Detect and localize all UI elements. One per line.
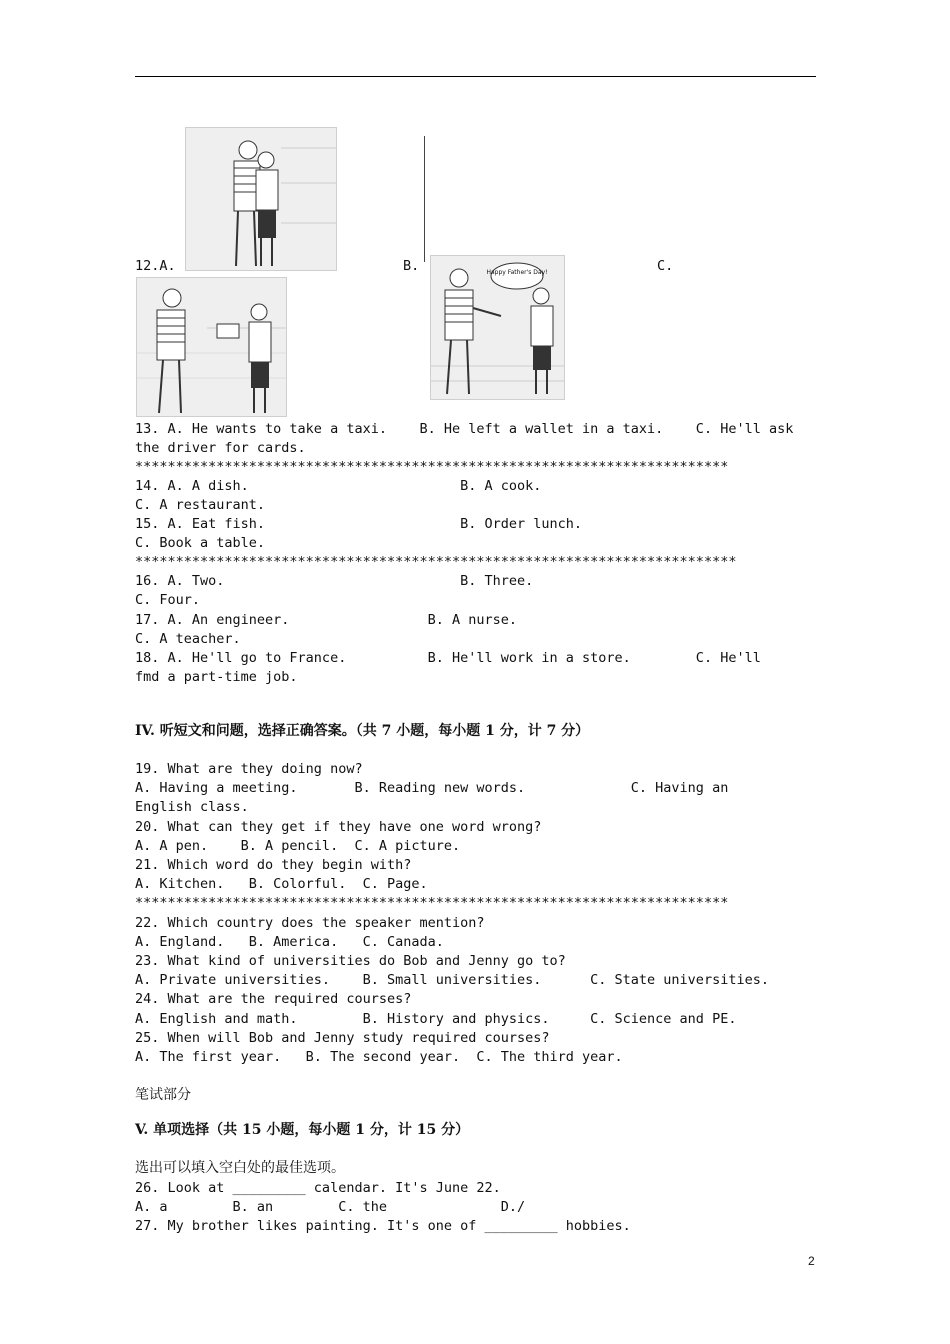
picture-a-hug <box>185 127 337 271</box>
text-line: 21. Which word do they begin with? <box>135 857 412 873</box>
gift-illustration-icon <box>137 278 286 416</box>
text-line: 17. A. An engineer. B. A nurse. <box>135 612 518 628</box>
header-rule <box>135 76 816 77</box>
text-line: 13. A. He wants to take a taxi. B. He left a wallet in a taxi. C. He'll ask <box>135 421 794 437</box>
section-4-title: IV. 听短文和问题，选择正确答案。（共 7 小题，每小题 1 分，计 7 分） <box>135 723 590 739</box>
text-line: A. England. B. America. C. Canada. <box>135 934 444 950</box>
text-line: 26. Look at _________ calendar. It's June 22. <box>135 1180 501 1196</box>
separator-line: ************************************************************************* <box>135 895 729 911</box>
text-line: A. Having a meeting. B. Reading new words. C. Having an <box>135 780 729 796</box>
text-line: A. The first year. B. The second year. C. The third year. <box>135 1049 623 1065</box>
text-line: A. A pen. B. A pencil. C. A picture. <box>135 838 461 854</box>
text-line: C. Book a table. <box>135 535 266 551</box>
q12-label-b: B. <box>403 258 420 274</box>
text-line: 24. What are the required courses? <box>135 991 412 1007</box>
q12-label-c: C. <box>657 258 674 274</box>
text-line: C. A restaurant. <box>135 497 266 513</box>
separator-line: ************************************************************************* <box>135 459 729 475</box>
text-line: English class. <box>135 799 249 815</box>
section-5-title: V. 单项选择（共 15 小题，每小题 1 分，计 15 分） <box>135 1122 470 1138</box>
separator-line: ************************************************************************** <box>135 554 737 570</box>
text-line: A. Private universities. B. Small universities. C. State universities. <box>135 972 769 988</box>
fathers-day-illustration-icon <box>431 256 564 399</box>
picture-b-gift <box>136 277 287 417</box>
q12-label-a: 12.A. <box>135 258 176 274</box>
text-line: 19. What are they doing now? <box>135 761 363 777</box>
text-line: 14. A. A dish. B. A cook. <box>135 478 542 494</box>
text-line: C. A teacher. <box>135 631 241 647</box>
text-line: C. Four. <box>135 592 201 608</box>
text-line: 20. What can they get if they have one word wrong? <box>135 819 542 835</box>
text-line: 16. A. Two. B. Three. <box>135 573 534 589</box>
hug-illustration-icon <box>186 128 336 270</box>
text-line: 18. A. He'll go to France. B. He'll work in a store. C. He'll <box>135 650 761 666</box>
text-line: 25. When will Bob and Jenny study required courses? <box>135 1030 550 1046</box>
text-line: 22. Which country does the speaker mention? <box>135 915 485 931</box>
instruction-text: 选出可以填入空白处的最佳选项。 <box>135 1160 345 1176</box>
text-line: 15. A. Eat fish. B. Order lunch. <box>135 516 583 532</box>
text-line: fmd a part-time job. <box>135 669 298 685</box>
text-line: A. a B. an C. the D./ <box>135 1199 526 1215</box>
picture-c-fathers-day <box>430 255 565 400</box>
text-line: the driver for cards. <box>135 440 306 456</box>
speech-bubble-text: Happy Father's Day! <box>486 269 548 276</box>
picture-b-divider <box>424 136 425 262</box>
page-number: 2 <box>808 1254 815 1268</box>
text-line: 27. My brother likes painting. It's one of _________ hobbies. <box>135 1218 631 1234</box>
text-line: 23. What kind of universities do Bob and Jenny go to? <box>135 953 566 969</box>
written-part-heading: 笔试部分 <box>135 1087 191 1103</box>
text-line: A. Kitchen. B. Colorful. C. Page. <box>135 876 428 892</box>
text-line: A. English and math. B. History and physics. C. Science and PE. <box>135 1011 737 1027</box>
